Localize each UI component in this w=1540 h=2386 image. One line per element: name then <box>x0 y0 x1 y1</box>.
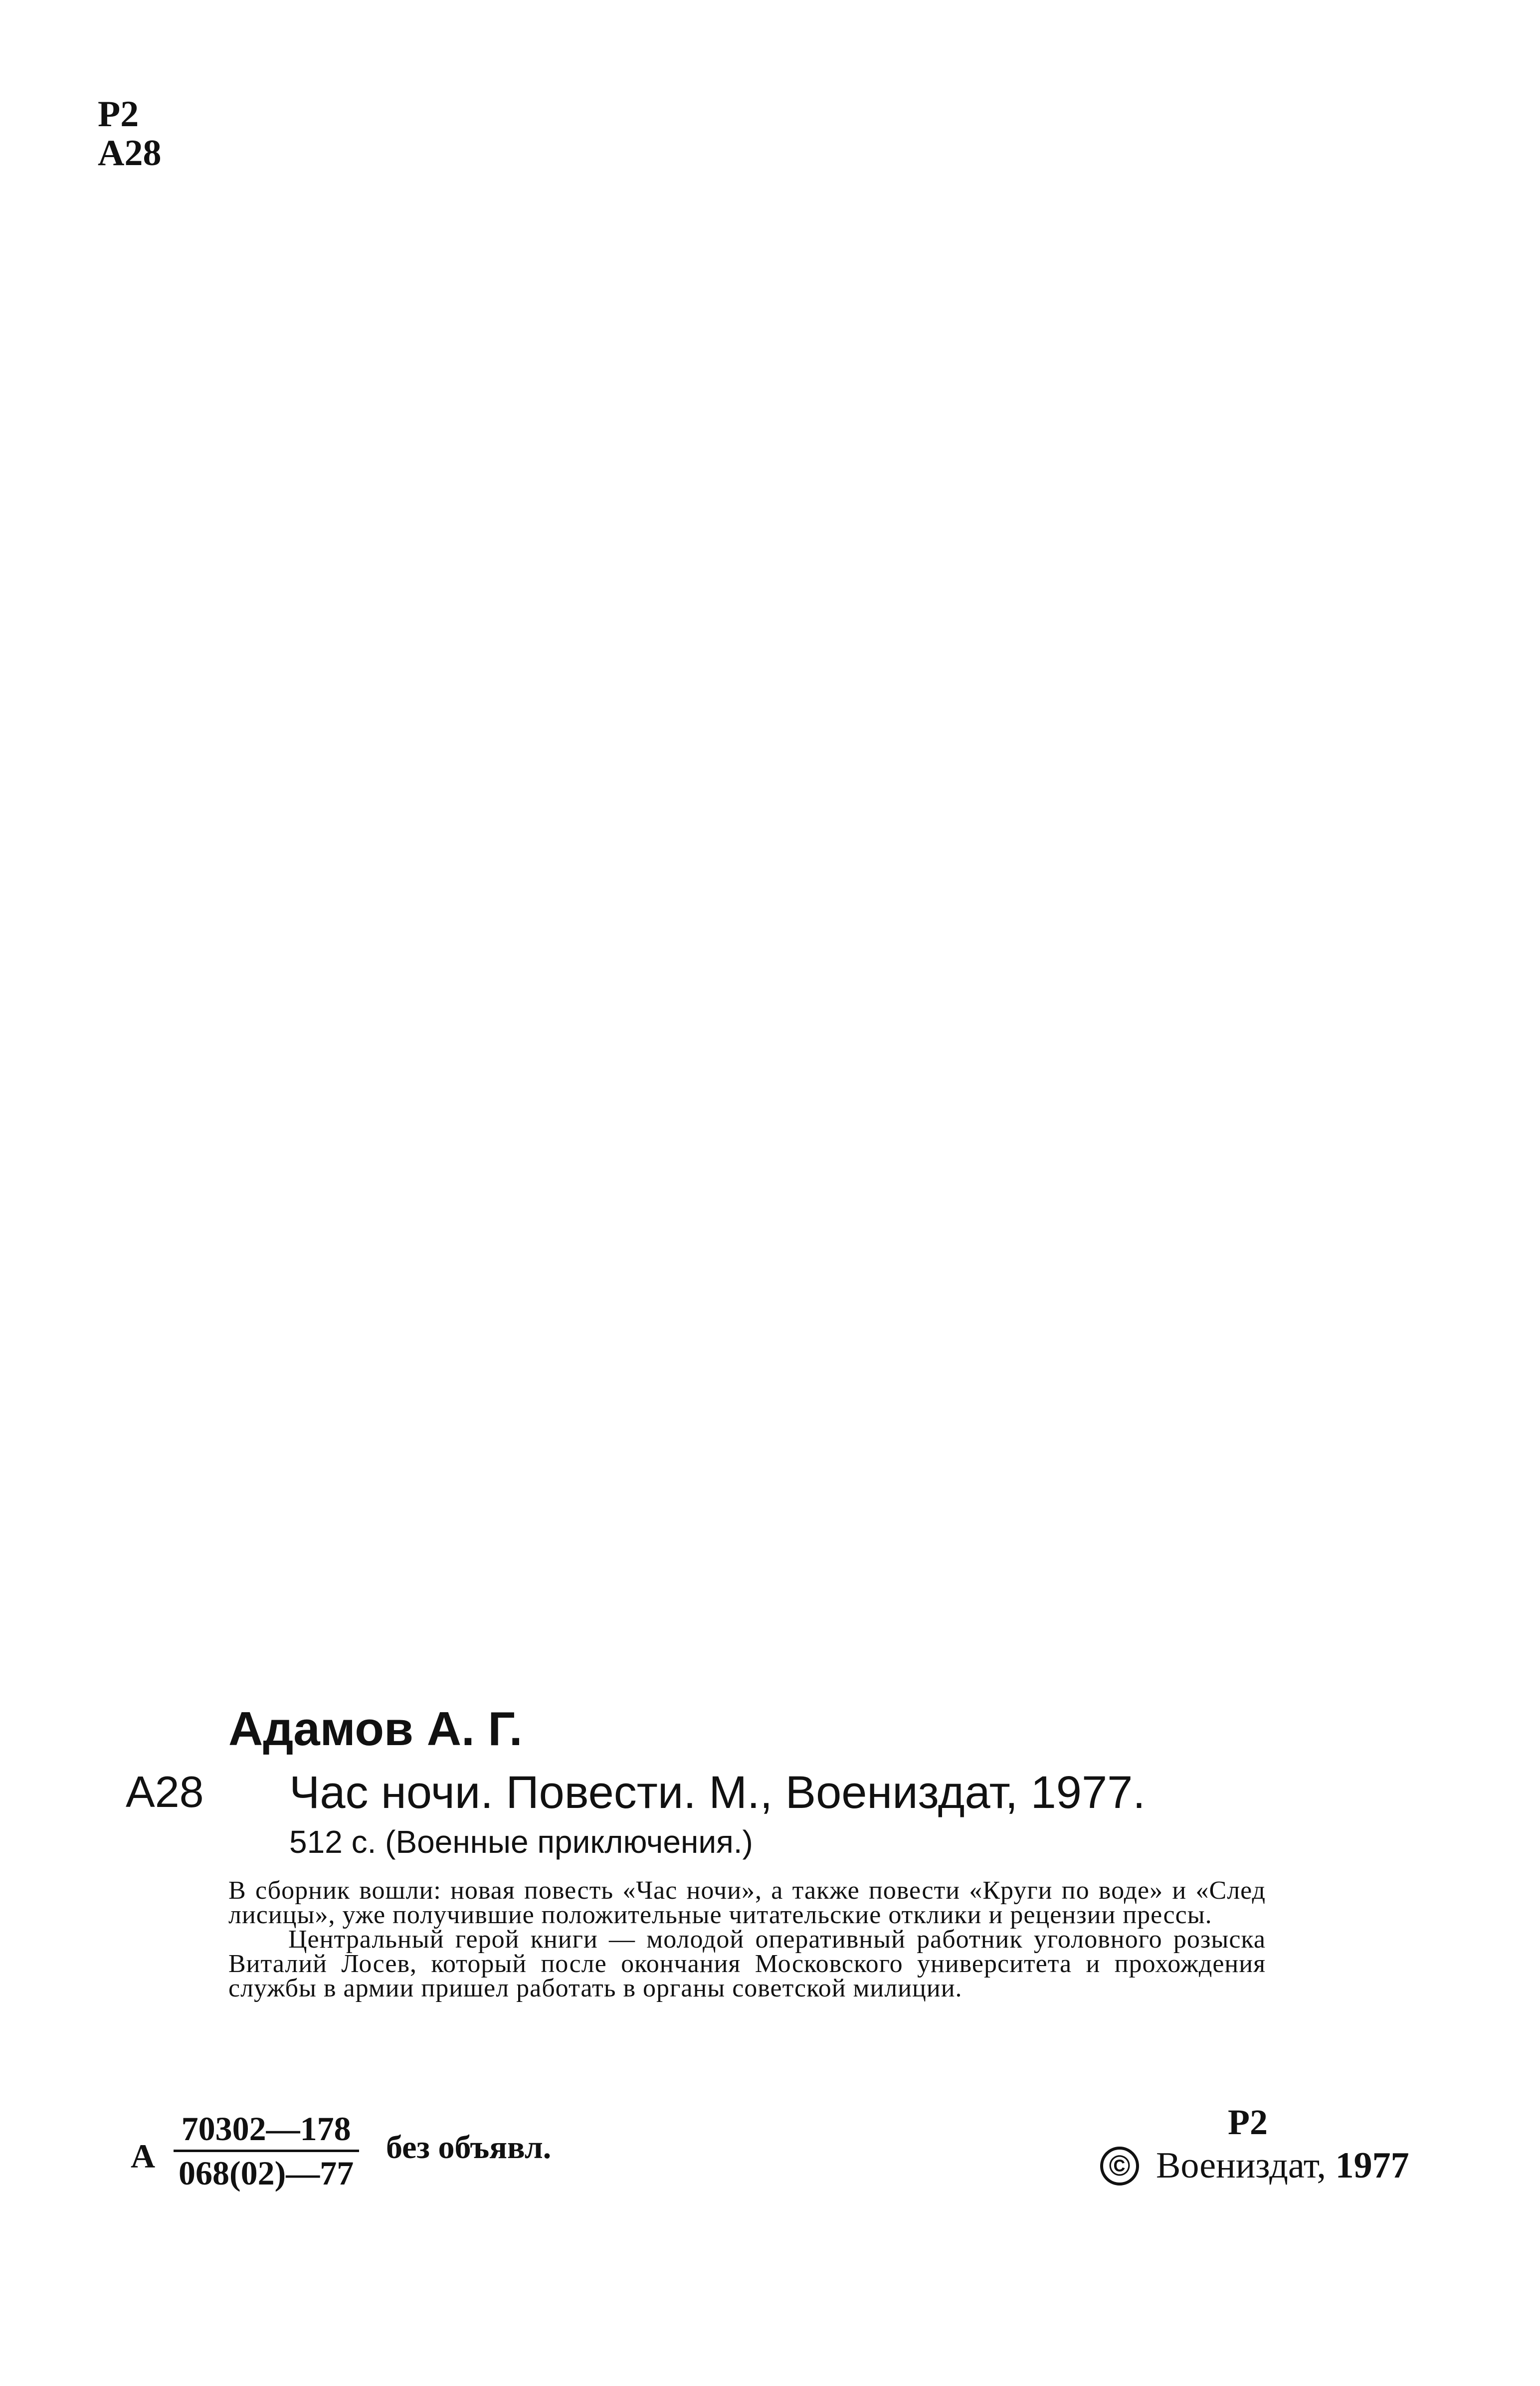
copyright-year: 1977 <box>1335 2145 1409 2186</box>
library-index-bottom: Р2 <box>1228 2102 1268 2142</box>
library-index-top <box>98 95 161 173</box>
author-mark: А28 <box>126 1767 204 1816</box>
pages-series-line: 512 с. (Военные приключения.) <box>289 1824 753 1860</box>
fraction-denominator: 068(02)—77 <box>179 2154 354 2192</box>
classification-letter: А <box>131 2137 156 2175</box>
book-title-line: Час ночи. Повести. М., Воениздат, 1977. <box>289 1767 1146 1818</box>
copyright-holder: Воениздат, <box>1156 2145 1327 2186</box>
classification-fraction <box>171 2109 362 2193</box>
copyright-line <box>1100 2145 1409 2187</box>
fraction-numerator: 70302—178 <box>174 2109 359 2152</box>
copyright-icon: © <box>1100 2147 1139 2186</box>
index-code-line-1: Р2 <box>98 94 139 135</box>
no-announcement-note: без объявл. <box>386 2129 552 2166</box>
author-name: Адамов А. Г. <box>228 1702 523 1756</box>
index-code-line-2: А28 <box>98 133 162 174</box>
annotation <box>228 1878 1266 2000</box>
annotation-paragraph-2: Центральный герой книги — молодой оперативный работник уголовного розыска Виталий Лосев, который после окончания Московского университета и прохождения службы в армии пришел работать в органы советской милиции. <box>228 1925 1266 2002</box>
annotation-paragraph-1: В сборник вошли: новая повесть «Час ночи», а также повести «Круги по воде» и «След лисицы», уже получившие положительные читательские отклики и рецензии прессы. <box>228 1876 1266 1929</box>
